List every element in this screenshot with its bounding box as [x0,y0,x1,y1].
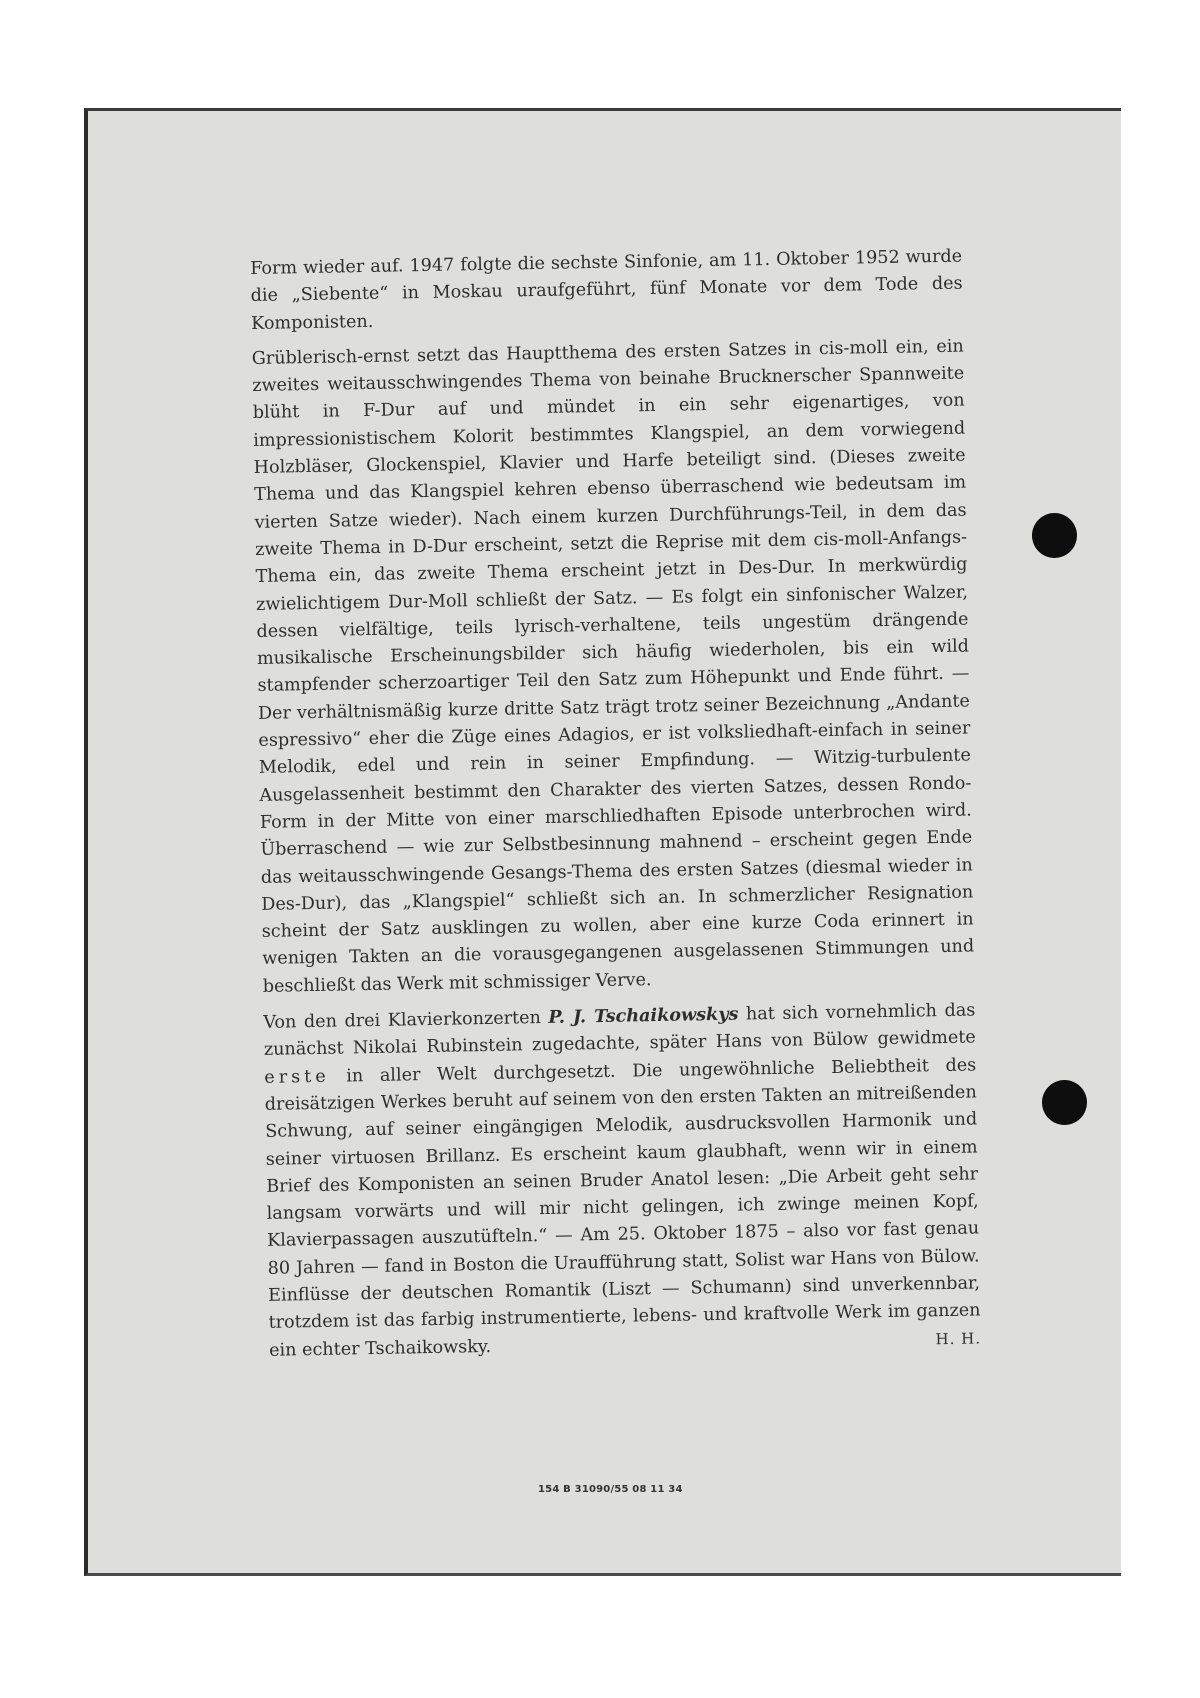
author-initials: H. H. [935,1328,982,1348]
concerto-text-intro: Von den drei Klavierkonzerten [263,1007,549,1033]
emphasized-word-erste: erste [264,1066,330,1088]
concerto-text-body: in aller Welt durchgesetzt. Die ungewöhnliche Beliebtheit des dreisätzigen Werkes beruht auf seinem von den ersten Takten an mitreißenden Schwung, auf seiner eingängigen Melodik, ausdrucksvollen Harmonik und seiner virtuosen Brillanz. Es erscheint kaum glaubhaft, wenn wir in einem Brief des Komponisten an seinen Bruder Anatol lesen: „Die Arbeit geht sehr langsam vorwärts und will mir nicht gelingen, ich zwinge meinen Kopf, Klavierpassagen auszutüfteln.“ — Am 25. Oktober 1875 – also vor fast genau 80 Jahren — fand in Boston die Uraufführung statt, Solist war Hans von Bülow. Einflüsse der deutschen Romantik (Liszt — Schumann) sind unverkennbar, trotzdem ist das farbig instrumentierte, lebens- und kraftvolle Werk im ganzen ein echter Tschaikowsky. [264,1055,981,1361]
concerto-text-dedication: hat sich vornehmlich das zunächst Nikolai Rubinstein zugedachte, später Hans von Bülow gewidmete [263,1000,976,1061]
punch-hole-bottom [1042,1080,1087,1125]
paragraph-symphony-analysis: Grüblerisch-ernst setzt das Hauptthema des ersten Satzes in cis-moll ein, ein zweites weitausschwingendes Thema von beinahe Brucknerscher Spannweite blüht in F-Dur auf und mündet in ein sehr eigenartiges, von impressionistischem Kolorit bestimmtes Klangspiel, an dem vorwiegend Holzbläser, Glockenspiel, Klavier und Harfe beteiligt sind. (Dieses zweite Thema und das Klangspiel kehren ebenso überraschend wie bedeutsam im vierten Satze wieder). Nach einem kurzen Durchführungs-Teil, in dem das zweite Thema in D-Dur erscheint, setzt die Reprise mit dem cis-moll-Anfangs-Thema ein, das zweite Thema erscheint jetzt in Des-Dur. In merkwürdig zwielichtigem Dur-Moll schließt der Satz. — Es folgt ein sinfonischer Walzer, dessen vielfältige, teils lyrisch-verhaltene, teils ungestüm drängende musikalische Erscheinungsbilder sich häufig wiederholen, bis ein wild stampfender scherzoartiger Teil den Satz zum Höhepunkt und Ende führt. — Der verhältnismäßig kurze dritte Satz trägt trotz seiner Bezeichnung „Andante espressivo“ eher die Züge eines Adagios, er ist volksliedhaft-einfach in seiner Melodik, edel und rein in seiner Empfindung. — Witzig-turbulente Ausgelassenheit bestimmt den Charakter des vierten Satzes, dessen Rondo-Form in der Mitte von einer marschliedhaften Episode unterbrochen wird. Überraschend — wie zur Selbstbesinnung mahnend – erscheint gegen Ende das weitausschwingende Gesangs-Thema des ersten Satzes (diesmal wieder in Des-Dur), das „Klangspiel“ schließt sich an. In schmerzlicher Resignation scheint der Satz ausklingen zu wollen, aber eine kurze Coda erinnert in wenigen Takten an die vorausgegangenen ausgelassenen Stimmungen und beschließt das Werk mit schmissiger Verve. [251,336,975,997]
program-note-text [250,244,981,1373]
paragraph-piano-concerto [263,996,981,1364]
punch-hole-top [1032,513,1077,558]
composer-name: P. J. Tschaikowskys [548,1003,739,1028]
paragraph-seventh-symphony-premiere: Form wieder auf. 1947 folgte die sechste Sinfonie, am 11. Oktober 1952 wurde die „Siebente“ in Moskau uraufgeführt, fünf Monate vor dem Tode des Komponisten. [250,246,963,334]
print-code: 154 B 31090/55 08 11 34 [538,1484,683,1495]
